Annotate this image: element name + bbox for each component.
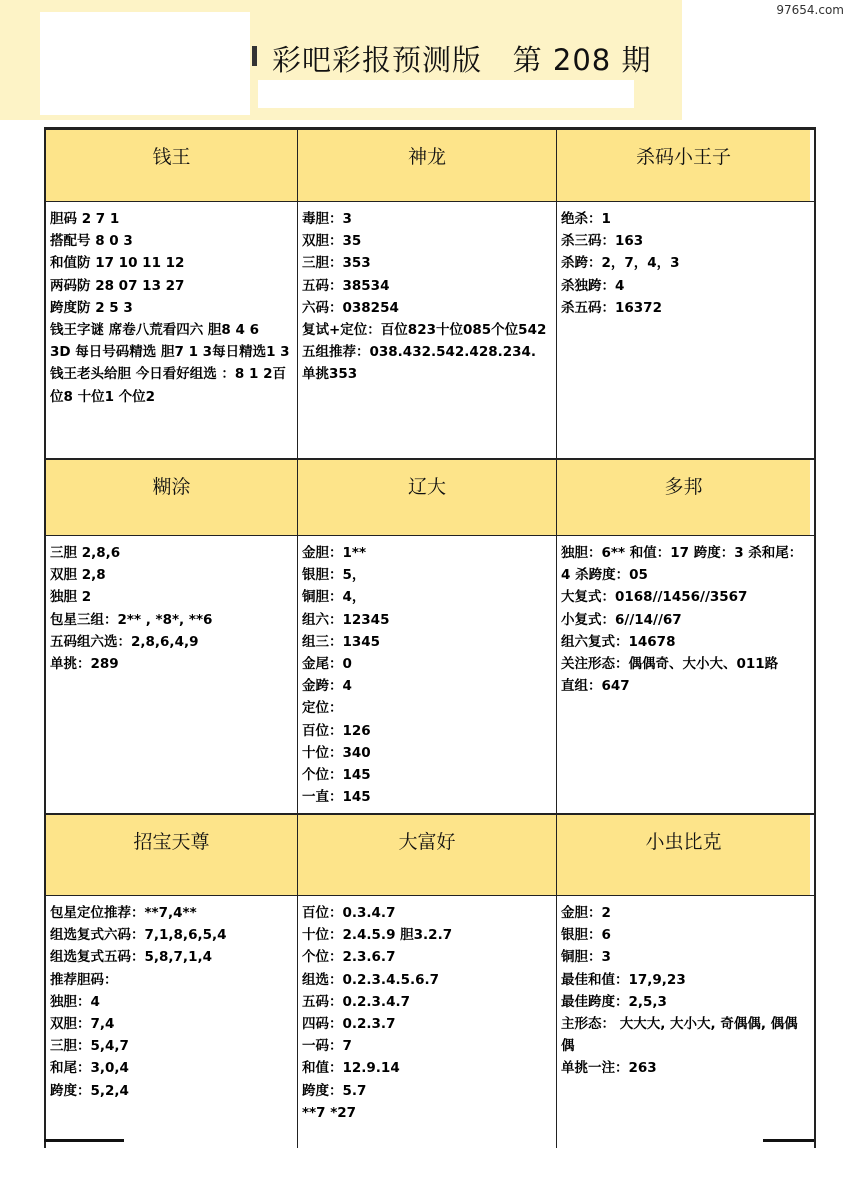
cell-body bbox=[557, 536, 810, 813]
prediction-line: 三胆 2,8,6 bbox=[50, 545, 121, 561]
prediction-line: 杀三码：163 bbox=[561, 233, 644, 250]
prediction-line: 三胆：353 bbox=[302, 255, 371, 272]
blank-logo-area bbox=[40, 12, 250, 115]
prediction-line: 三胆：5,4,7 bbox=[50, 1038, 129, 1055]
prediction-line: 毒胆：3 bbox=[302, 211, 352, 227]
prediction-line: 金尾：0 bbox=[302, 656, 352, 673]
prediction-line: 五码：38534 bbox=[302, 277, 390, 294]
forecast-table bbox=[44, 127, 816, 1148]
prediction-line: 铜胆：3 bbox=[561, 949, 611, 966]
prediction-line: 钱王老头给胆 今日看好组选 ：8 1 2百位8 十位1 个位2 bbox=[50, 366, 286, 405]
prediction-line: 绝杀：1 bbox=[561, 211, 611, 227]
prediction-line: 一直：145 bbox=[302, 789, 371, 806]
prediction-line: 包星定位推荐：**7,4** bbox=[50, 905, 197, 921]
prediction-line: 两码防 28 07 13 27 bbox=[50, 277, 185, 294]
expert-name: 杀码小王子 bbox=[635, 146, 731, 168]
prediction-line: 金跨：4 bbox=[302, 678, 352, 695]
cell-body bbox=[557, 896, 810, 1148]
prediction-line: 包星三组：2** , *8*, **6 bbox=[50, 611, 213, 628]
prediction-line: 大复式：0168//1456//3567 bbox=[561, 589, 748, 606]
page-title: 彩吧彩报预测版 第 208 期 bbox=[272, 43, 652, 77]
prediction-line: 和值防 17 10 11 12 bbox=[50, 255, 185, 272]
table-body-row bbox=[46, 202, 814, 460]
prediction-line: 个位：2.3.6.7 bbox=[302, 949, 396, 966]
expert-name: 大富好 bbox=[398, 831, 456, 853]
prediction-line: 组六：12345 bbox=[302, 611, 390, 628]
prediction-line: 单挑353 bbox=[302, 366, 358, 383]
blank-corner-area bbox=[682, 0, 850, 120]
cell-body bbox=[298, 202, 557, 458]
prediction-line: 主形态： 大大大, 大小大, 奇偶偶, 偶偶偶 bbox=[561, 1016, 798, 1055]
expert-name: 糊涂 bbox=[152, 476, 191, 498]
blank-subtitle-area bbox=[258, 80, 634, 108]
cell-header bbox=[557, 130, 810, 201]
cell-body bbox=[46, 896, 298, 1148]
bottom-rule-left bbox=[44, 1139, 124, 1142]
prediction-line: 最佳和值：17,9,23 bbox=[561, 971, 686, 988]
prediction-line: 双胆：35 bbox=[302, 233, 362, 250]
prediction-line: 银胆：6 bbox=[561, 927, 611, 944]
prediction-line: 组六复式：14678 bbox=[561, 633, 676, 650]
prediction-line: **7 *27 bbox=[302, 1104, 357, 1121]
prediction-line: 最佳跨度：2,5,3 bbox=[561, 993, 667, 1010]
cell-header bbox=[46, 815, 298, 895]
prediction-line: 跨度：5.7 bbox=[302, 1082, 367, 1099]
cell-header bbox=[298, 130, 557, 201]
prediction-line: 杀独跨：4 bbox=[561, 277, 625, 294]
prediction-line: 六码：038254 bbox=[302, 299, 399, 316]
prediction-line: 复试+定位：百位823十位085个位542 bbox=[302, 322, 547, 339]
table-header-row bbox=[46, 130, 814, 202]
prediction-line: 个位：145 bbox=[302, 767, 371, 784]
prediction-line: 五组推荐：038.432.542.428.234. bbox=[302, 344, 537, 361]
prediction-line: 双胆 2,8 bbox=[50, 567, 106, 584]
prediction-line: 独胆 2 bbox=[50, 589, 92, 606]
prediction-line: 3D 每日号码精选 胆7 1 3每日精选1 3 bbox=[50, 344, 290, 361]
prediction-line: 五码组六选：2,8,6,4,9 bbox=[50, 633, 199, 650]
prediction-line: 单挑：289 bbox=[50, 656, 119, 673]
prediction-line: 推荐胆码： bbox=[50, 971, 118, 988]
prediction-line: 和尾：3,0,4 bbox=[50, 1060, 129, 1077]
prediction-line: 百位：0.3.4.7 bbox=[302, 905, 396, 921]
watermark-text: 97654.com bbox=[776, 3, 844, 17]
prediction-line: 组选复式六码：7,1,8,6,5,4 bbox=[50, 927, 227, 944]
prediction-line: 金胆：1** bbox=[302, 545, 367, 561]
expert-name: 小虫比克 bbox=[645, 831, 722, 853]
prediction-line: 直组：647 bbox=[561, 678, 630, 695]
prediction-line: 搭配号 8 0 3 bbox=[50, 233, 133, 250]
prediction-line: 组选：0.2.3.4.5.6.7 bbox=[302, 971, 440, 988]
prediction-line: 杀五码：16372 bbox=[561, 299, 662, 316]
prediction-line: 单挑一注：263 bbox=[561, 1060, 657, 1077]
table-body-row bbox=[46, 536, 814, 815]
prediction-line: 独胆：4 bbox=[50, 993, 100, 1010]
cell-header bbox=[46, 460, 298, 535]
prediction-line: 定位： bbox=[302, 700, 343, 717]
cell-body bbox=[46, 202, 298, 458]
cell-body bbox=[557, 202, 810, 458]
prediction-line: 杀跨：2，7，4，3 bbox=[561, 255, 680, 272]
prediction-line: 五码：0.2.3.4.7 bbox=[302, 993, 410, 1010]
expert-name: 多邦 bbox=[664, 476, 703, 498]
prediction-line: 组选复式五码：5,8,7,1,4 bbox=[50, 949, 212, 966]
cell-body bbox=[298, 896, 557, 1148]
prediction-line: 钱王字谜 席卷八荒看四六 胆8 4 6 bbox=[50, 322, 259, 339]
cell-header bbox=[557, 815, 810, 895]
table-body-row bbox=[46, 896, 814, 1148]
prediction-line: 金胆：2 bbox=[561, 905, 611, 921]
prediction-line: 铜胆：4， bbox=[302, 589, 366, 606]
expert-name: 钱王 bbox=[152, 146, 191, 168]
prediction-line: 跨度：5,2,4 bbox=[50, 1082, 129, 1099]
expert-name: 招宝天尊 bbox=[133, 831, 210, 853]
cell-header bbox=[557, 460, 810, 535]
prediction-line: 银胆：5， bbox=[302, 567, 366, 584]
cell-body bbox=[298, 536, 557, 813]
cell-body bbox=[46, 536, 298, 813]
prediction-line: 小复式：6//14//67 bbox=[561, 611, 682, 628]
title-mark-icon bbox=[252, 46, 257, 66]
cell-header bbox=[46, 130, 298, 201]
prediction-line: 组三：1345 bbox=[302, 633, 381, 650]
prediction-line: 十位：2.4.5.9 胆3.2.7 bbox=[302, 927, 453, 944]
prediction-line: 独胆：6** 和值：17 跨度：3 杀和尾：4 杀跨度：05 bbox=[561, 545, 803, 584]
expert-name: 神龙 bbox=[407, 146, 446, 168]
cell-header bbox=[298, 815, 557, 895]
prediction-line: 一码：7 bbox=[302, 1038, 352, 1055]
prediction-line: 百位：126 bbox=[302, 722, 371, 739]
cell-header bbox=[298, 460, 557, 535]
bottom-rule-right bbox=[763, 1139, 814, 1142]
prediction-line: 胆码 2 7 1 bbox=[50, 211, 120, 227]
prediction-line: 跨度防 2 5 3 bbox=[50, 299, 133, 316]
table-header-row bbox=[46, 815, 814, 896]
table-header-row bbox=[46, 460, 814, 536]
prediction-line: 关注形态：偶偶奇、大小大、011路 bbox=[561, 656, 779, 673]
prediction-line: 四码：0.2.3.7 bbox=[302, 1016, 396, 1033]
prediction-line: 和值：12.9.14 bbox=[302, 1060, 400, 1077]
prediction-line: 十位：340 bbox=[302, 744, 371, 761]
expert-name: 辽大 bbox=[407, 476, 446, 498]
prediction-line: 双胆：7,4 bbox=[50, 1016, 115, 1033]
